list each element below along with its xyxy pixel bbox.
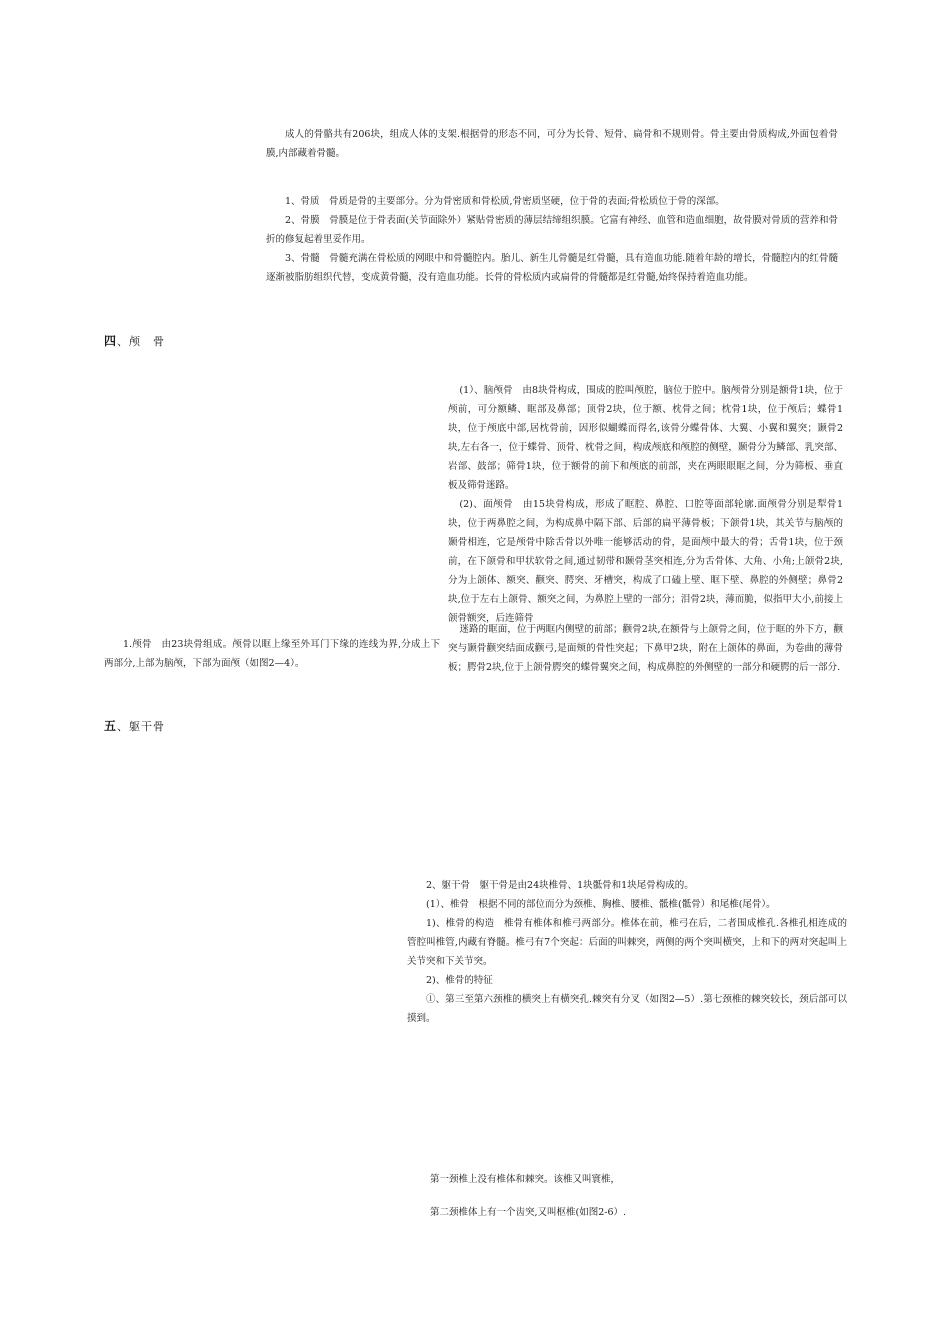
section-number: 四 — [104, 334, 118, 348]
atlas-text: 第一颈椎上没有椎体和棘突。该椎又叫寰椎， — [430, 1174, 621, 1185]
bone-part-item: 2、骨膜 骨膜是位于骨表面(关节面除外）紧贴骨密质的薄层结缔组织膜。它富有神经、血管和造血细胞，故骨膜对骨质的营养和骨折的修复起着里妥作用。 — [266, 215, 838, 245]
skull-intro-text: 1.颅骨 由23块骨组成。颅骨以眶上缘至外耳门下缘的连线为界,分成上下两部分,上部为脑颅，下部为面颅（如图2—4）。 — [104, 639, 440, 669]
section-heading-trunk — [104, 718, 165, 735]
axis-text: 第二颈椎体上有一个齿突,又叫枢椎(如图2-6）. — [430, 1207, 627, 1218]
facial-bones-continued — [448, 620, 843, 677]
bone-parts-section — [266, 192, 838, 287]
section-title: 、颅 骨 — [117, 335, 166, 348]
trunk-item: 2、躯干骨 躯干骨是由24块椎骨、1块骶骨和1块尾骨构成的。 — [426, 880, 694, 891]
trunk-item: (1）、椎骨 根据不同的部位而分为颈椎、胸椎、腰椎、骶椎(骶骨）和尾椎(尾骨）。 — [426, 899, 776, 910]
facial-bones-text: (2)、面颅骨 由15块骨构成，形成了眶腔、鼻腔、口腔等面部轮廓.面颅骨分别是犁骨1块，位于两鼻腔之间，为构成鼻中隔下部、后部的扁平薄骨板；下颌骨1块，其关节与脑颅的颞骨相连，它是颅骨中除舌骨以外唯一能够活动的骨，是面颅中最大的骨；舌骨1块，位于颈前，在下颌骨和甲状软骨之间,通过韧带和颞骨茎突相连,分为舌骨体、大角、小角;上颌骨2块,分为上颌体、额突、颧突、腭突、牙槽突，构成了口磕上壁、眶下壁、鼻腔的外侧壁；鼻骨2块,位于左右上颌骨、额突之间，为鼻腔上壁的一部分；泪骨2块，薄而脆，似指甲大小,前接上颌骨额突，后连筛骨 — [448, 499, 843, 624]
bone-part-item: 3、骨髓 骨髓充满在骨松质的网眼中和骨髓腔内。胎儿、新生儿骨髓是红骨髓，具有造血功能.随着年龄的增长，骨髓腔内的红骨髓逐渐被脂肪组织代替，变成黄骨髓，没有造血功能。长骨的骨松质内或扁骨的骨髓都是红骨髓,始终保持着造血功能。 — [266, 253, 838, 283]
intro-paragraph — [266, 125, 838, 163]
section-title: 、躯干骨 — [117, 720, 166, 733]
skull-intro-paragraph — [104, 635, 440, 673]
axis-note — [430, 1203, 830, 1222]
trunk-bones-section — [407, 876, 847, 1028]
trunk-item: 1)、椎骨的构造 椎骨有椎体和椎弓两部分。椎体在前，椎弓在后，二者围成椎孔.各椎孔相连成的管腔叫椎管,内藏有脊髓。椎弓有7个突起：后面的叫棘突，两侧的两个突叫横突，上和下的两对突起叫上关节突和下关节突。 — [407, 918, 847, 967]
trunk-item: ①、第三至第六颈椎的横突上有横突孔.棘突有分叉（如图2—5）.第七颈椎的棘突较长，颈后部可以摸到。 — [407, 994, 847, 1024]
bone-part-item: 1、骨质 骨质是骨的主要部分。分为骨密质和骨松质,骨密质坚硬，位于骨的表面;骨松质位于骨的深部。 — [285, 196, 725, 207]
trunk-item: 2)、椎骨的特征 — [426, 975, 493, 986]
cranial-bones-paragraph — [448, 381, 843, 628]
atlas-note — [430, 1170, 830, 1189]
section-heading-skull — [104, 333, 165, 350]
facial-bones-cont-text: 迷路的眶面，位于两眶内侧壁的前部；颧骨2块,在额骨与上颌骨之间，位于眶的外下方，颧突与颞骨颧突结面成颧弓,是面颊的骨性突起；下鼻甲2块，附在上颌体的鼻面，为卷曲的薄骨板；腭骨2块,位于上颌骨腭突的蝶骨翼突之间，构成鼻腔的外侧壁的一部分和硬腭的后一部分. — [448, 624, 843, 673]
intro-text: 成人的骨骼共有206块，组成人体的支架.根据骨的形态不同，可分为长骨、短骨、扁骨和不规则骨。骨主要由骨质构成,外面包着骨膜,内部藏着骨髓。 — [266, 129, 838, 159]
cranial-bones-text: (1）、脑颅骨 由8块骨构成，围成的腔叫颅腔，脑位于腔中。脑颅骨分别是额骨1块，位于颅前，可分额鳞、眶部及鼻部；顶骨2块，位于额、枕骨之间；枕骨1块，位于颅后；蝶骨1块，位于颅底中部,居枕骨前，因形似蝴蝶而得名,该骨分蝶骨体、大翼、小翼和翼突；颞骨2块,左右各一，位于蝶骨、顶骨、枕骨之间，构成颅底和颅腔的侧壁，颞骨分为鳞部、乳突部、岩部、鼓部；筛骨1块，位于额骨的前下和颅底的前部，夹在两眼眼眶之间，分为筛板、垂直板及筛骨迷路。 — [448, 385, 843, 491]
section-number: 五 — [104, 719, 118, 733]
